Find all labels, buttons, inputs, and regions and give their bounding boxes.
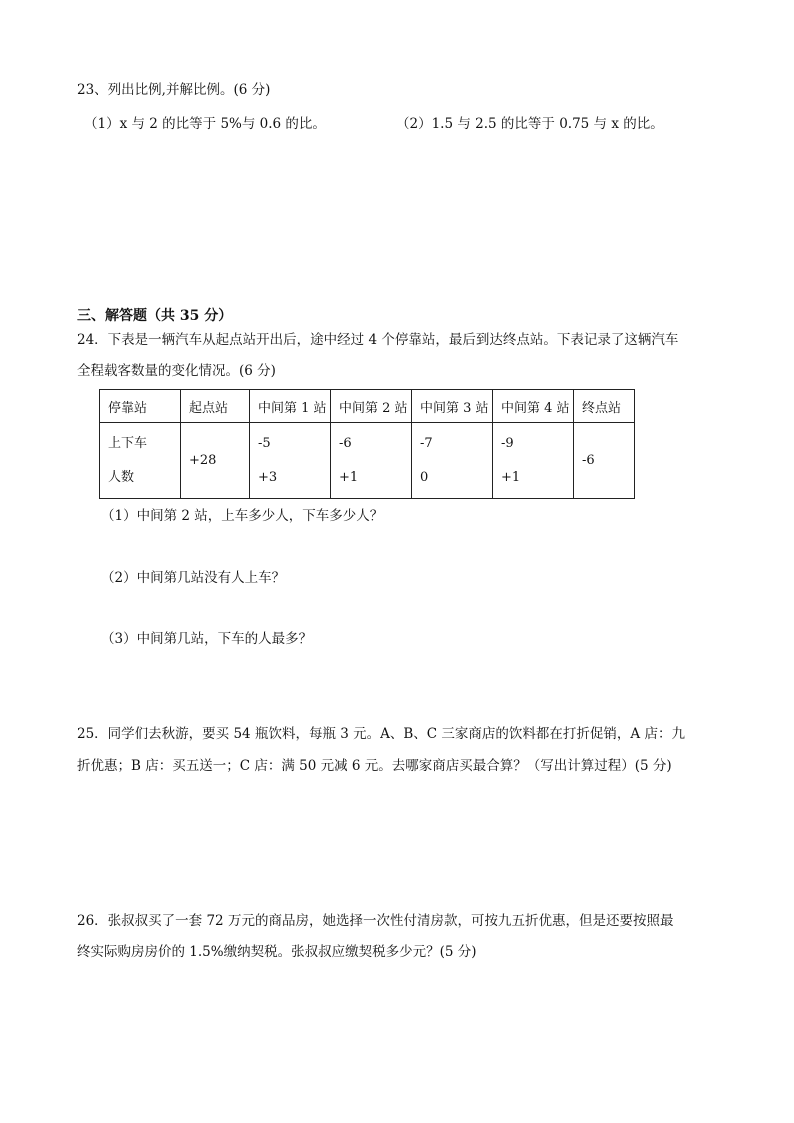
q23-part1: （1）x 与 2 的比等于 5%与 0.6 的比。 <box>84 116 326 132</box>
stop4-down: -9 <box>501 435 514 451</box>
table-header-cell: 中间第 1 站 <box>250 390 331 423</box>
stop3-down: -7 <box>420 435 433 451</box>
row-label-line2: 人数 <box>108 469 135 485</box>
start-value-cell: +28 <box>181 423 250 499</box>
passenger-table <box>99 389 635 499</box>
stop1-cell <box>250 423 331 499</box>
q23-title: 23、列出比例,并解比例。(6 分) <box>77 82 271 98</box>
q26-line2: 终实际购房房价的 1.5%缴纳契税。张叔叔应缴契税多少元？(5 分) <box>77 944 477 960</box>
table-row <box>100 423 635 499</box>
stop4-cell <box>493 423 574 499</box>
q26-line1: 26．张叔叔买了一套 72 万元的商品房，她选择一次性付清房款，可按九五折优惠，但是还要按照最 <box>77 913 674 929</box>
stop4-up: +1 <box>501 469 521 485</box>
end-value-cell: -6 <box>574 423 635 499</box>
row-label-cell <box>100 423 181 499</box>
q24-sub3: （3）中间第几站，下车的人最多？ <box>101 631 313 647</box>
stop3-up: 0 <box>420 469 429 485</box>
row-label-line1: 上下车 <box>108 435 148 451</box>
q23-part2: （2）1.5 与 2.5 的比等于 0.75 与 x 的比。 <box>396 116 664 132</box>
q25-line2: 折优惠；B 店：买五送一；C 店：满 50 元减 6 元。去哪家商店买最合算？（写出计算过程）(5 分) <box>77 758 672 774</box>
q24-line2: 全程载客数量的变化情况。(6 分) <box>77 363 276 379</box>
section-title: 三、解答题（共 35 分） <box>77 308 233 324</box>
stop1-up: +3 <box>258 469 278 485</box>
table-header-cell: 中间第 3 站 <box>412 390 493 423</box>
table-header-row <box>100 390 635 423</box>
stop3-cell <box>412 423 493 499</box>
q24-sub2: （2）中间第几站没有人上车？ <box>101 570 286 586</box>
stop1-down: -5 <box>258 435 271 451</box>
q24-sub1: （1）中间第 2 站，上车多少人，下车多少人？ <box>101 508 384 524</box>
table-header-cell: 中间第 2 站 <box>331 390 412 423</box>
table-header-cell: 起点站 <box>181 390 250 423</box>
q24-line1: 24．下表是一辆汽车从起点站开出后，途中经过 4 个停靠站，最后到达终点站。下表记录了这辆汽车 <box>77 332 679 348</box>
q25-line1: 25．同学们去秋游，要买 54 瓶饮料，每瓶 3 元。A、B、C 三家商店的饮料都在打折促销，A 店：九 <box>77 726 685 742</box>
table-header-cell: 终点站 <box>574 390 635 423</box>
stop2-cell <box>331 423 412 499</box>
table-header-cell: 停靠站 <box>100 390 181 423</box>
stop2-down: -6 <box>339 435 352 451</box>
stop2-up: +1 <box>339 469 359 485</box>
table-header-cell: 中间第 4 站 <box>493 390 574 423</box>
